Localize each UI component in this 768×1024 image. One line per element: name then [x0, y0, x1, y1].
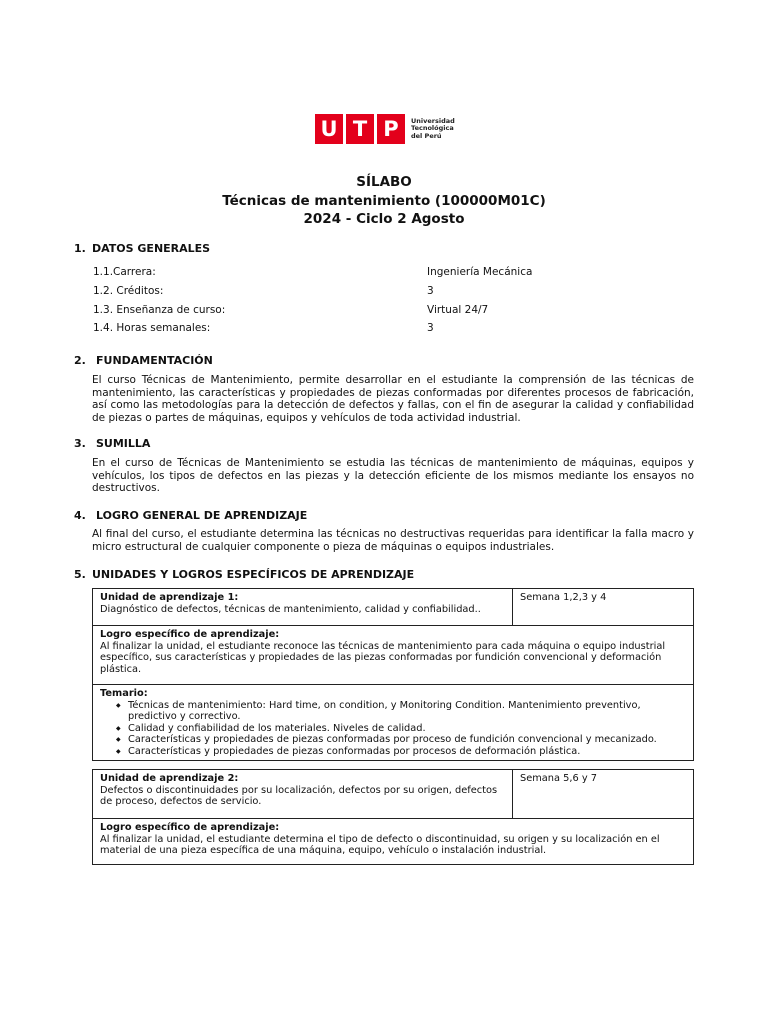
list-item: ◆ Calidad y confiabilidad de los materiales. Niveles de calidad.	[120, 723, 686, 735]
utp-logo	[315, 114, 461, 144]
data-row-horas: 1.4. Horas semanales: 3	[93, 322, 434, 334]
unit-2-table	[92, 769, 694, 865]
data-row-carrera: 1.1.Carrera: Ingeniería Mecánica	[93, 266, 533, 278]
section-heading-sumilla: 3. SUMILLA	[74, 437, 151, 450]
doc-type-title: SÍLABO	[356, 174, 412, 190]
unit-1-weeks: Semana 1,2,3 y 4	[520, 592, 607, 603]
data-row-ensenanza: 1.3. Enseñanza de curso: Virtual 24/7	[93, 304, 489, 316]
unit-1-logro-cell: Logro específico de aprendizaje: Al finalizar la unidad, el estudiante reconoce las técnicas de mantenimiento para cada máquina o equipo industrial específico, sus características y propiedades de las piezas conformadas por fundición convencional y deformación plástica.	[93, 625, 693, 684]
unit-1-table	[92, 588, 694, 761]
section-heading-fundamentacion: 2. FUNDAMENTACIÓN	[74, 354, 213, 367]
fundamentacion-text: El curso Técnicas de Mantenimiento, permite desarrollar en el estudiante la comprensión de las técnicas de mantenimiento, las características y propiedades de piezas conformadas por diferentes procesos de fabricación, así como las metodologías para la detección de defectos y fallas, con el fin de asegurar la calidad y confiabilidad de piezas o partes de máquinas, equipos y vehículos de toda actividad industrial.	[92, 374, 694, 424]
data-row-creditos: 1.2. Créditos: 3	[93, 285, 434, 297]
section-heading-unidades: 5. UNIDADES Y LOGROS ESPECÍFICOS DE APRENDIZAJE	[74, 568, 415, 581]
list-item: ◆ Técnicas de mantenimiento: Hard time, on condition, y Monitoring Condition. Mantenimiento preventivo, predictivo y correctivo.	[120, 700, 686, 723]
unit-1-title-cell: Unidad de aprendizaje 1: Diagnóstico de defectos, técnicas de mantenimiento, calidad y confiabilidad..	[93, 589, 513, 625]
section-heading-logro-general: 4. LOGRO GENERAL DE APRENDIZAJE	[74, 509, 308, 522]
section-heading-datos-generales: 1. DATOS GENERALES	[74, 242, 211, 255]
course-title: Técnicas de mantenimiento (100000M01C)	[222, 193, 546, 209]
list-item: ◆ Características y propiedades de piezas conformadas por proceso de fundición convencional y mecanizado.	[120, 734, 686, 746]
unit-2-weeks: Semana 5,6 y 7	[520, 773, 597, 784]
logo-letter-p: P	[377, 114, 405, 144]
list-item: ◆ Características y propiedades de piezas conformadas por procesos de deformación plástica.	[120, 746, 686, 758]
sumilla-text: En el curso de Técnicas de Mantenimiento se estudia las técnicas de mantenimiento de máquinas, equipos y vehículos, los tipos de defectos en las piezas y la detección eficiente de los mismos mediante los ensayos no destructivos.	[92, 457, 694, 494]
logo-letter-t: T	[346, 114, 374, 144]
logro-general-text: Al final del curso, el estudiante determina las técnicas no destructivas requeridas para identificar la falla macro y micro estructural de cualquier componente o pieza de máquinas o equipos industriales.	[92, 528, 694, 553]
logo-letter-u: U	[315, 114, 343, 144]
unit-1-temario-cell: Temario: ◆ Técnicas de mantenimiento: Hard time, on condition, y Monitoring Condition. Mantenimiento preventivo, predictivo y correctivo. ◆ Calidad y confiabilidad de los materiales. Niveles de calidad. ◆ Características y propiedades de piezas conformadas por proceso de fundición convencional y mecanizado. ◆ Características y propiedades de piezas conformadas por procesos de deformación plástica.	[93, 684, 693, 760]
period-title: 2024 - Ciclo 2 Agosto	[303, 211, 465, 227]
unit-2-title-cell: Unidad de aprendizaje 2: Defectos o discontinuidades por su localización, defectos por su origen, defectos de proceso, defectos de servicio.	[93, 770, 513, 818]
unit-2-logro-cell: Logro específico de aprendizaje: Al finalizar la unidad, el estudiante determina el tipo de defecto o discontinuidad, su origen y su localización en el material de una pieza específica de una máquina, equipo, vehículo o instalación industrial.	[93, 818, 693, 864]
logo-university-name: Universidad Tecnológica del Perú	[411, 116, 455, 140]
unit-1-temario-list	[100, 700, 686, 758]
